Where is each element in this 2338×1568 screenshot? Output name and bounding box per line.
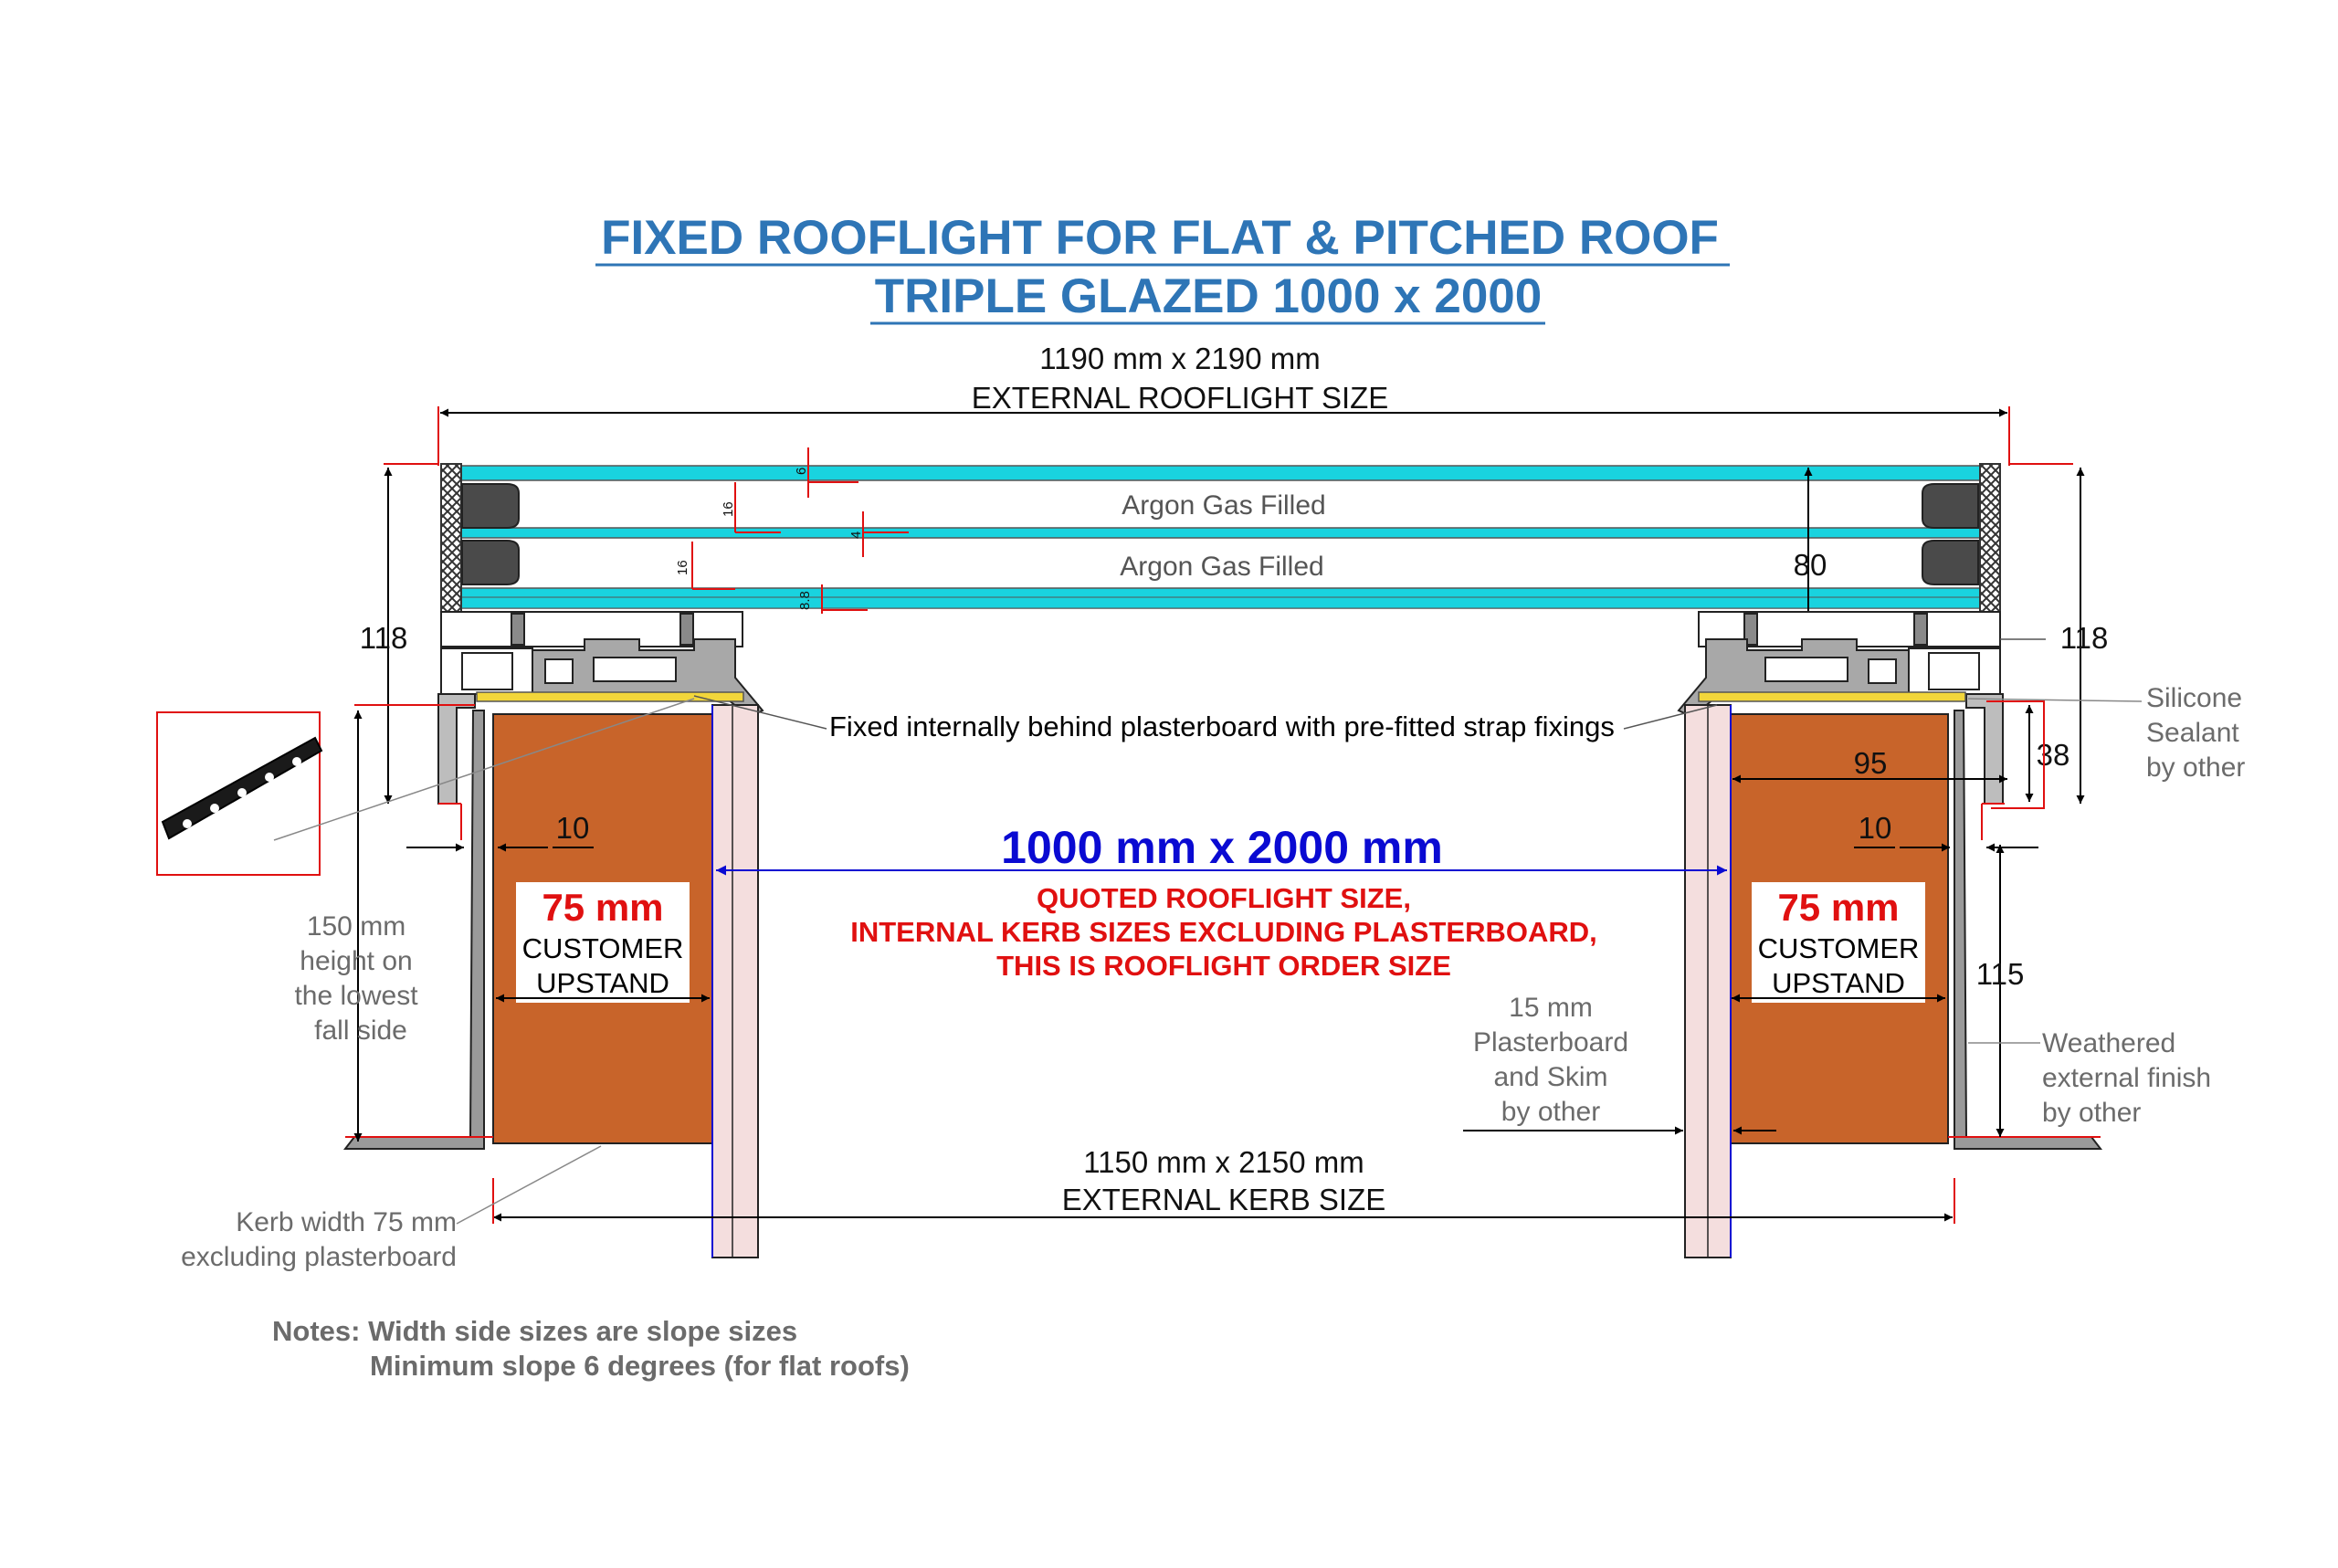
dim-10-left: 10 <box>555 811 590 845</box>
spacer-right-top <box>1922 484 1978 528</box>
spacer-left-bottom <box>462 541 519 584</box>
plasterboard-line1: 15 mm <box>1509 993 1593 1023</box>
silicone-line1: Silicone <box>2146 683 2243 713</box>
height-lowest-note <box>294 911 418 1046</box>
dim-10-right: 10 <box>1858 811 1892 845</box>
silicone-line2: Sealant <box>2146 718 2239 748</box>
edge-seal-left <box>441 464 461 612</box>
kerb-width-note <box>181 1146 601 1272</box>
notes-line2: Minimum slope 6 degrees (for flat roofs) <box>370 1350 910 1382</box>
external-rooflight-label: EXTERNAL ROOFLIGHT SIZE <box>971 381 1389 415</box>
height-line4: fall side <box>314 1016 407 1046</box>
left-plasterboard <box>712 705 758 1258</box>
left-upstand-size: 75 mm <box>542 886 664 929</box>
dim-95: 95 <box>1853 746 1888 780</box>
spacer-right-bottom <box>1922 541 1978 584</box>
edge-seal-right <box>1980 464 2000 612</box>
dim-118-right: 118 <box>2059 621 2109 655</box>
argon-label-top: Argon Gas Filled <box>1122 490 1326 521</box>
dim-16b: 16 <box>675 560 690 575</box>
right-upstand-line1: CUSTOMER <box>1757 932 1920 964</box>
quoted-size-line3: THIS IS ROOFLIGHT ORDER SIZE <box>996 950 1451 982</box>
plasterboard-line3: and Skim <box>1493 1062 1608 1092</box>
right-upstand-size: 75 mm <box>1777 886 1900 929</box>
left-upstand-line1: CUSTOMER <box>521 932 684 964</box>
silicone-note <box>1968 683 2245 783</box>
weathered-line1: Weathered <box>2042 1028 2176 1058</box>
dim-16a: 16 <box>721 501 736 517</box>
dim-80: 80 <box>1793 548 1827 582</box>
height-line3: the lowest <box>294 981 418 1011</box>
left-upstand-line2: UPSTAND <box>536 967 669 999</box>
quoted-size-value: 1000 mm x 2000 mm <box>1001 822 1443 873</box>
dim-115: 115 <box>1975 957 2025 991</box>
height-line2: height on <box>300 946 413 976</box>
title-line1: FIXED ROOFLIGHT FOR FLAT & PITCHED ROOF <box>601 211 1719 265</box>
silicone-right <box>1699 692 1965 701</box>
dim-8-8: 8.8 <box>797 591 813 610</box>
weathered-line2: external finish <box>2042 1063 2212 1093</box>
spacer-left-top <box>462 484 519 528</box>
kerb-width-line1: Kerb width 75 mm <box>236 1207 457 1237</box>
external-kerb-label: EXTERNAL KERB SIZE <box>1061 1183 1386 1216</box>
height-line1: 150 mm <box>306 911 406 942</box>
plasterboard-line4: by other <box>1501 1097 1601 1127</box>
quoted-size-line1: QUOTED ROOFLIGHT SIZE, <box>1037 882 1411 914</box>
weathered-line3: by other <box>2042 1098 2142 1128</box>
glass-pane-bottom-inner <box>457 597 1984 608</box>
external-rooflight-size: 1190 mm x 2190 mm <box>1039 342 1321 375</box>
glass-pane-top <box>457 466 1984 480</box>
quoted-size-line2: INTERNAL KERB SIZES EXCLUDING PLASTERBOARD, <box>850 916 1597 948</box>
glass-pane-middle <box>457 528 1984 538</box>
dim-6: 6 <box>794 467 809 475</box>
plasterboard-line2: Plasterboard <box>1472 1027 1629 1058</box>
dim-118-left: 118 <box>359 621 408 655</box>
title-line2: TRIPLE GLAZED 1000 x 2000 <box>874 269 1543 323</box>
right-upstand-line2: UPSTAND <box>1772 967 1905 999</box>
silicone-line3: by other <box>2146 752 2246 783</box>
strap-fixings-note: Fixed internally behind plasterboard with pre-fitted strap fixings <box>829 710 1615 742</box>
glazing-unit <box>441 464 2000 612</box>
argon-label-bottom: Argon Gas Filled <box>1120 552 1324 582</box>
dim-4: 4 <box>848 531 864 539</box>
silicone-left <box>477 692 743 701</box>
external-kerb-size: 1150 mm x 2150 mm <box>1083 1145 1364 1179</box>
notes-line1: Notes: Width side sizes are slope sizes <box>272 1315 798 1347</box>
kerb-width-line2: excluding plasterboard <box>181 1242 457 1272</box>
weathered-note <box>1968 1028 2211 1128</box>
kerb-width-leader <box>457 1146 601 1224</box>
dim-38: 38 <box>2036 738 2070 772</box>
